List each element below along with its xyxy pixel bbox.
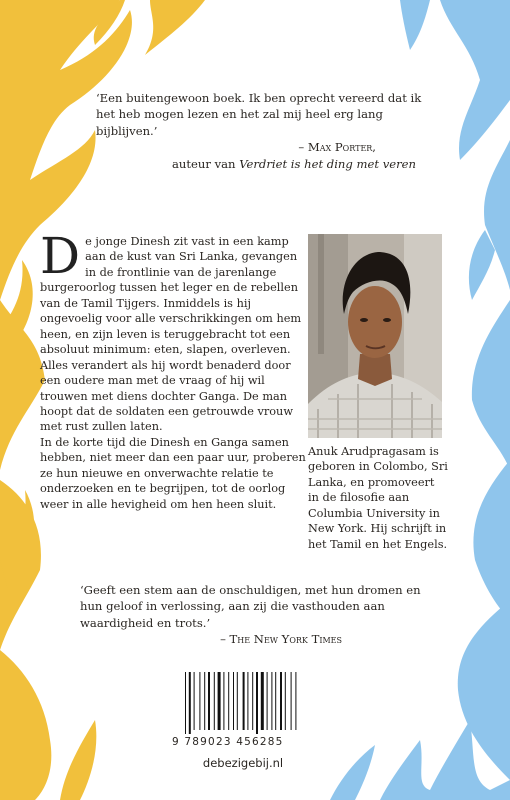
top-quote-attribution-name: – Max Porter, xyxy=(298,140,376,155)
barcode-bar xyxy=(237,672,238,730)
barcode-bar xyxy=(233,672,234,730)
top-quote-role-title: Verdriet is het ding met veren xyxy=(239,156,416,171)
drop-cap: D xyxy=(40,227,81,285)
barcode-bar xyxy=(218,672,221,730)
barcode-bar xyxy=(194,672,195,730)
top-quote-text: ‘Een buitengewoon boek. Ik ben oprecht vereerd dat ik het heb mogen lezen en het zal mij heel erg lang bijblijven.’ xyxy=(96,91,422,138)
top-quote xyxy=(96,90,422,172)
author-bio: Anuk Arudpragasam is geboren in Colombo, Sri Lanka, en promoveert in de filosofie aan Columbia University in New York. Hij schrijft in het Tamil en het Engels. xyxy=(308,445,448,551)
top-quote-role-prefix: auteur van xyxy=(171,156,240,171)
barcode-bar xyxy=(261,672,264,730)
barcode-bar xyxy=(247,672,248,730)
blurb-paragraph-2: In de korte tijd die Dinesh en Ganga samen hebben, niet meer dan een paar uur, proberen ze hun nieuwe en onverwachte relatie te onderzoeken en te begrijpen, tot de oorlog weer in alle hevigheid om hen heen sluit. xyxy=(40,435,306,511)
barcode-bar xyxy=(295,672,296,730)
barcode-bar xyxy=(280,672,282,730)
barcode-bar xyxy=(291,672,292,730)
barcode-bar xyxy=(285,672,286,730)
barcode-bar xyxy=(271,672,272,730)
barcode-number: 9 789023 456285 xyxy=(172,736,284,748)
barcode-bar xyxy=(189,672,191,734)
bottom-quote-attribution: – The New York Times xyxy=(220,632,342,647)
barcode-bar xyxy=(252,672,253,730)
barcode-bar xyxy=(267,672,268,730)
barcode-bar xyxy=(214,672,215,730)
author-photo xyxy=(308,234,442,438)
barcode-bar xyxy=(228,672,229,730)
bottom-quote xyxy=(80,582,426,648)
barcode-bar xyxy=(243,672,245,730)
barcode-bar xyxy=(256,672,258,734)
barcode-bar xyxy=(223,672,224,730)
bottom-quote-text: ‘Geeft een stem aan de onschuldigen, met hun dromen en hun geloof in verlossing, aan zij die vasthouden aan waardigheid en trots.’ xyxy=(80,583,421,630)
publisher-website: debezigebij.nl xyxy=(202,756,284,770)
blurb xyxy=(40,227,306,512)
barcode-bar xyxy=(185,672,186,734)
barcode-bar xyxy=(208,672,210,730)
blurb-paragraph-1: e jonge Dinesh zit vast in een kamp aan de kust van Sri Lanka, gevangen in de frontlinie van de jarenlange burgeroorlog tussen het leger en de rebellen van de Tamil Tijgers. Inmiddels is hij ongevoelig voor alle verschrikkingen om hem heen, en zijn leven is teruggebracht tot een absoluut minimum: eten, slapen, overleven. Alles verandert als hij wordt benaderd door een oudere man met de vraag of hij wil trouwen met diens dochter Ganga. De man hoopt dat de soldaten een getrouwde vrouw met rust zullen laten. xyxy=(40,235,302,434)
barcode xyxy=(181,670,305,734)
barcode-bar xyxy=(275,672,276,730)
barcode-bar xyxy=(199,672,200,730)
barcode-bar xyxy=(204,672,205,730)
top-quote-attribution-role xyxy=(96,156,422,172)
